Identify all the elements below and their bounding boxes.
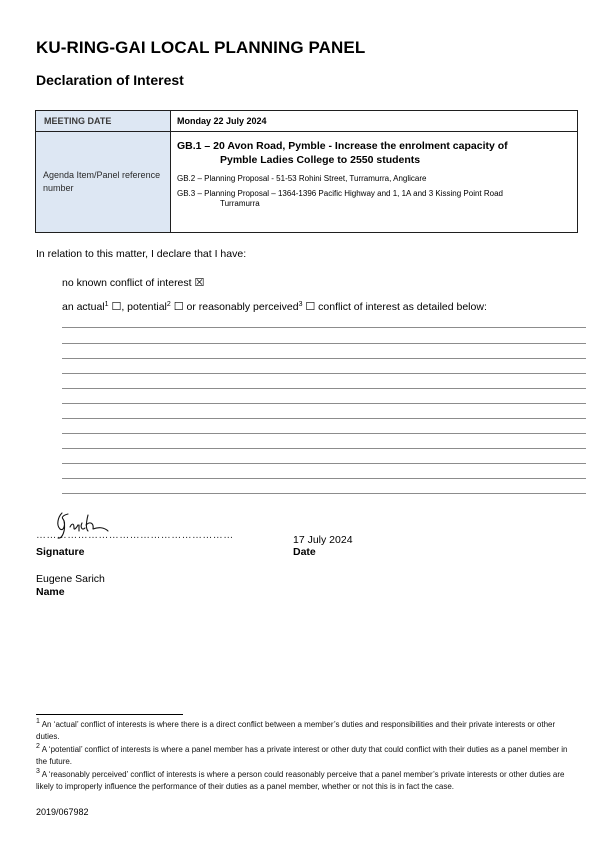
- actual-label: an actual: [62, 301, 105, 313]
- detail-line[interactable]: [62, 478, 586, 479]
- conflict-option: [62, 300, 487, 313]
- signature-line: …………………………………………………: [36, 530, 234, 541]
- details-table: [35, 110, 578, 233]
- actual-checkbox[interactable]: ☐: [111, 300, 122, 313]
- agenda-item-label: Agenda Item/Panel reference number: [43, 170, 161, 193]
- detail-line[interactable]: [62, 327, 586, 328]
- meeting-date-label: MEETING DATE: [44, 116, 112, 126]
- no-conflict-label: no known conflict of interest: [62, 277, 192, 289]
- detail-line[interactable]: [62, 493, 586, 494]
- meeting-date-row: [36, 111, 577, 132]
- footnote-ref-1: 1: [104, 301, 109, 308]
- potential-label: , potential: [121, 301, 167, 313]
- footnote-2: [36, 744, 570, 768]
- declaration-intro: In relation to this matter, I declare that I have:: [36, 248, 247, 260]
- name-label: Name: [36, 586, 65, 598]
- checked-checkbox[interactable]: ☒: [194, 276, 205, 289]
- name-value: Eugene Sarich: [36, 573, 105, 585]
- agenda-item-gb1-line1: GB.1 – 20 Avon Road, Pymble - Increase the enrolment capacity of: [177, 140, 508, 152]
- footnote-1-text: An ‘actual’ conflict of interests is where there is a direct conflict between a member’s duties and responsibilities and their private interests or other duties.: [36, 720, 556, 741]
- footnote-1: [36, 719, 570, 743]
- footnote-2-text: A ‘potential’ conflict of interests is where a panel member has a private interest or other duty that could conflict with their duties as a panel member in the future.: [36, 745, 568, 766]
- footnote-marker-3: 3: [36, 768, 40, 775]
- detail-line[interactable]: [62, 373, 586, 374]
- detail-line[interactable]: [62, 448, 586, 449]
- agenda-item-gb3-line1: GB.3 – Planning Proposal – 1364-1396 Pacific Highway and 1, 1A and 3 Kissing Point Road: [177, 189, 503, 198]
- footnote-3-text: A ‘reasonably perceived’ conflict of interests is where a person could reasonably perceive that a panel member’s private interests or other duties are likely to improperly influence the performance of their duties as a panel member, whether or not this is in fact the case.: [36, 770, 565, 791]
- document-reference: 2019/067982: [36, 807, 89, 817]
- footnote-divider: [36, 714, 183, 715]
- detail-line[interactable]: [62, 403, 586, 404]
- detail-line[interactable]: [62, 433, 586, 434]
- agenda-item-gb3-line2: Turramurra: [220, 199, 260, 208]
- signature-label: Signature: [36, 546, 85, 558]
- date-label: Date: [293, 546, 316, 558]
- date-value: 17 July 2024: [293, 534, 353, 546]
- perceived-checkbox[interactable]: ☐: [305, 300, 316, 313]
- footnote-marker-1: 1: [36, 718, 40, 725]
- page-subtitle: Declaration of Interest: [36, 72, 184, 88]
- agenda-item-gb1-line2: Pymble Ladies College to 2550 students: [220, 154, 421, 166]
- page-title: KU-RING-GAI LOCAL PLANNING PANEL: [36, 38, 366, 57]
- footnote-3: [36, 769, 570, 793]
- detail-line[interactable]: [62, 388, 586, 389]
- meeting-date-value: Monday 22 July 2024: [177, 116, 267, 126]
- detail-line[interactable]: [62, 463, 586, 464]
- detail-line[interactable]: [62, 418, 586, 419]
- footnote-ref-2: 2: [166, 301, 171, 308]
- detail-line[interactable]: [62, 343, 586, 344]
- perceived-label: or reasonably perceived: [183, 301, 299, 313]
- footnote-ref-3: 3: [298, 301, 303, 308]
- potential-checkbox[interactable]: ☐: [173, 300, 184, 313]
- agenda-item-gb2: GB.2 – Planning Proposal - 51-53 Rohini Street, Turramurra, Anglicare: [177, 174, 427, 183]
- agenda-item-gb1: [177, 139, 572, 167]
- agenda-item-gb3: [177, 189, 577, 209]
- detail-line[interactable]: [62, 358, 586, 359]
- no-conflict-option: [62, 276, 204, 289]
- footnote-marker-2: 2: [36, 743, 40, 750]
- conflict-detail-label: conflict of interest as detailed below:: [315, 301, 487, 313]
